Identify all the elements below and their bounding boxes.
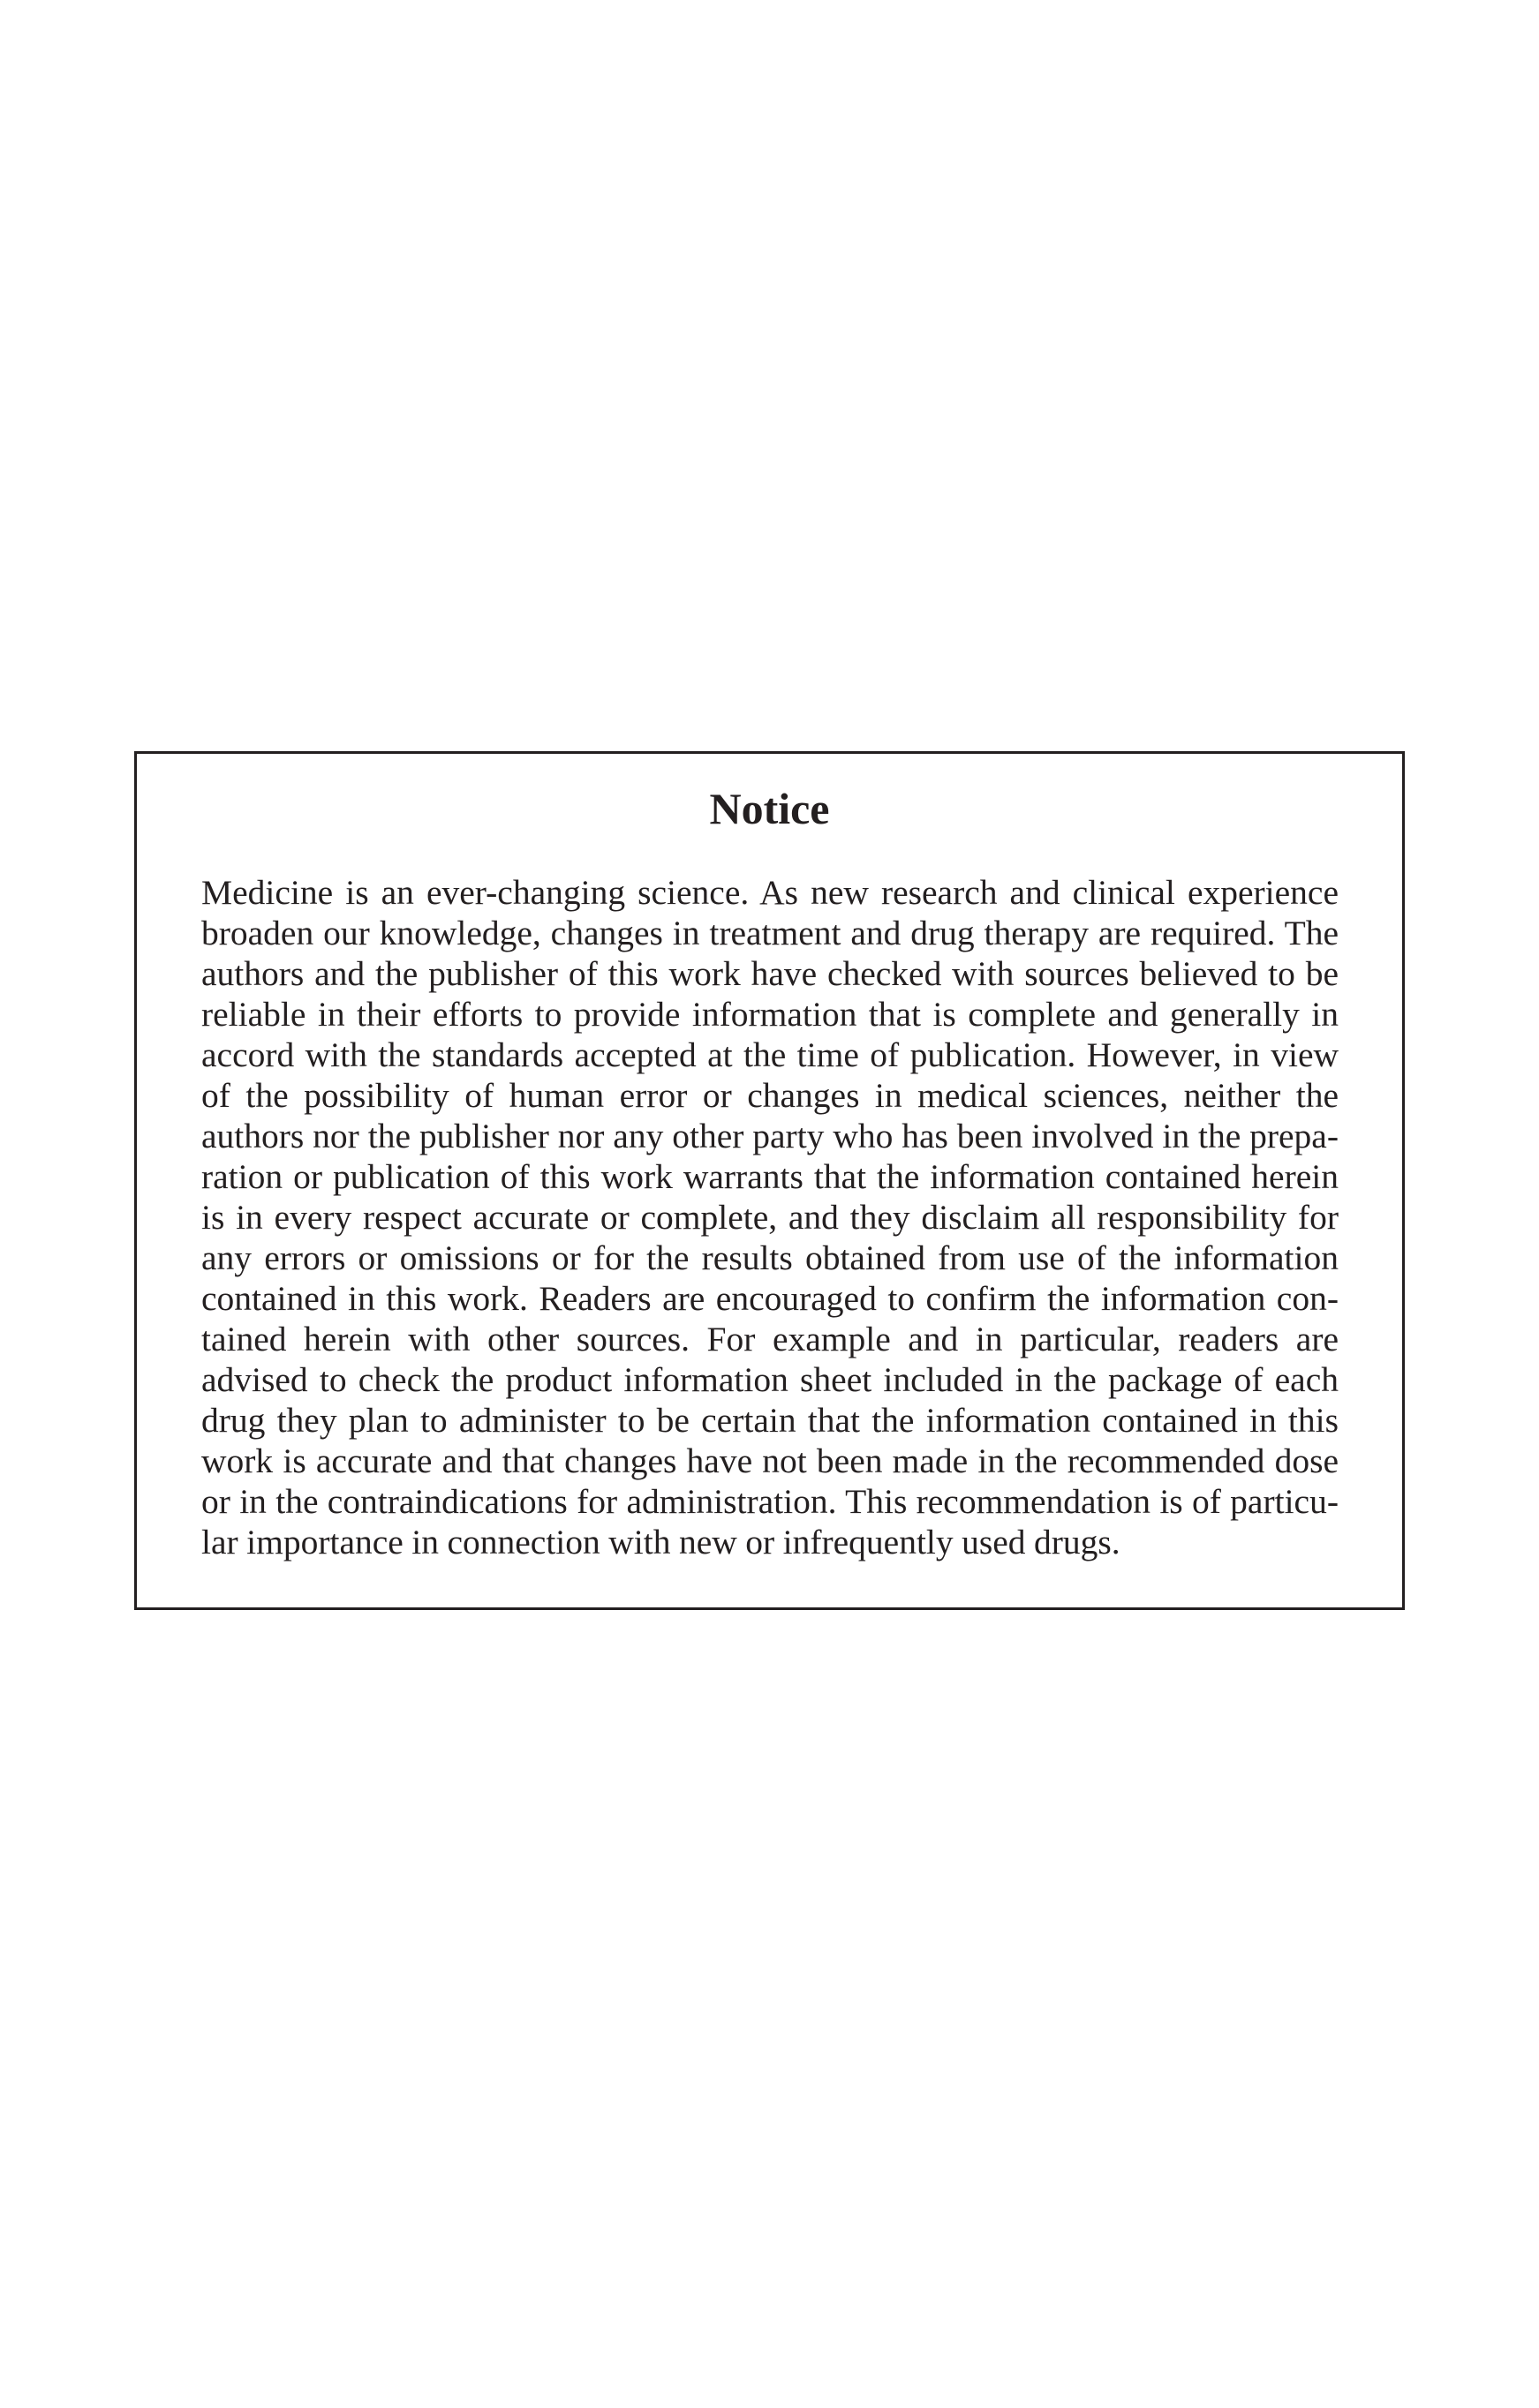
notice-box <box>134 751 1405 1610</box>
notice-body <box>201 872 1339 1562</box>
notice-line: advised to check the product information sheet included in the package of each <box>201 1360 1339 1399</box>
notice-line: authors and the publisher of this work have checked with sources believed to be <box>201 954 1339 993</box>
notice-line: contained in this work. Readers are encouraged to confirm the information con- <box>201 1279 1339 1318</box>
notice-line: or in the contraindications for administration. This recommendation is of particu- <box>201 1482 1339 1521</box>
notice-line: authors nor the publisher nor any other party who has been involved in the prepa- <box>201 1117 1339 1155</box>
notice-line: accord with the standards accepted at the time of publication. However, in view <box>201 1035 1339 1074</box>
notice-line: ration or publication of this work warrants that the information contained herein <box>201 1157 1339 1196</box>
notice-line: is in every respect accurate or complete, and they disclaim all responsibility for <box>201 1198 1339 1237</box>
notice-line: work is accurate and that changes have not been made in the recommended dose <box>201 1441 1339 1480</box>
notice-title: Notice <box>709 784 830 833</box>
notice-line: reliable in their efforts to provide information that is complete and generally in <box>201 995 1339 1034</box>
notice-line: of the possibility of human error or changes in medical sciences, neither the <box>201 1076 1339 1115</box>
notice-line: any errors or omissions or for the results obtained from use of the information <box>201 1238 1339 1277</box>
notice-line: Medicine is an ever-changing science. As new research and clinical experience <box>201 873 1339 912</box>
notice-line: tained herein with other sources. For example and in particular, readers are <box>201 1320 1339 1358</box>
notice-line: lar importance in connection with new or infrequently used drugs. <box>201 1523 1120 1561</box>
notice-line: broaden our knowledge, changes in treatment and drug therapy are required. The <box>201 914 1339 952</box>
notice-line: drug they plan to administer to be certain that the information contained in this <box>201 1401 1339 1440</box>
